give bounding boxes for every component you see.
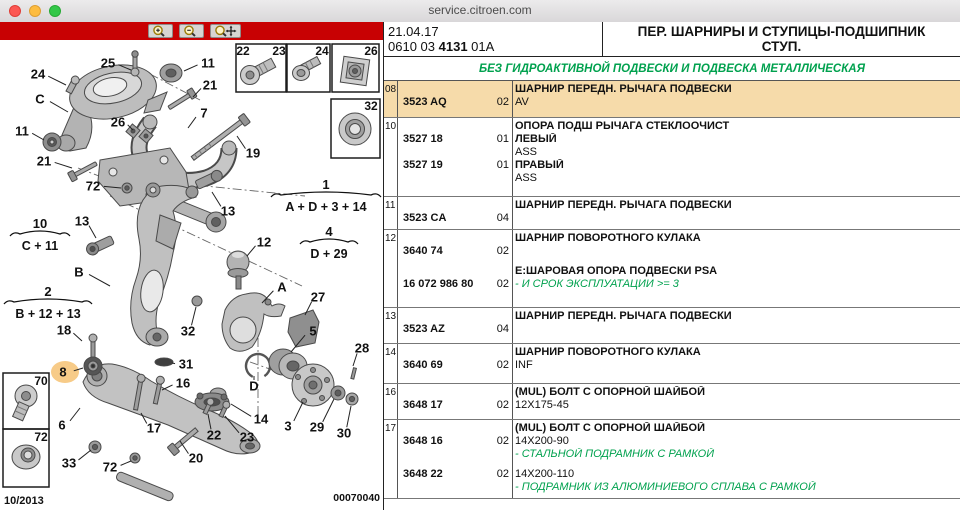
part-description: - И СРОК ЭКСПЛУАТАЦИИ >= 3 — [515, 278, 679, 290]
assembly-group-parts: B + 12 + 13 — [15, 307, 81, 321]
callout-label[interactable]: 72 — [85, 178, 101, 194]
callout-label[interactable]: 11 — [201, 55, 215, 71]
callout-label[interactable]: 30 — [336, 425, 352, 441]
doc-code: 0610 03 4131 01A — [388, 39, 495, 54]
ball-joint-part — [227, 251, 249, 289]
part-description — [512, 212, 960, 225]
callout-label[interactable]: 27 — [310, 289, 326, 305]
part-description: E:ШАРОВАЯ ОПОРА ПОДВЕСКИ PSA — [515, 265, 718, 277]
callout-label[interactable]: A — [277, 279, 287, 295]
assembly-group-number: 10 — [32, 216, 48, 231]
row-item-number: 12 — [385, 233, 397, 244]
callout-label[interactable]: 19 — [245, 145, 261, 161]
table-line — [384, 172, 960, 185]
callout-label[interactable]: 21 — [202, 77, 218, 93]
table-line — [384, 435, 960, 448]
callout-leader — [78, 450, 91, 460]
callout-label[interactable]: 11 — [15, 123, 29, 139]
table-header — [384, 22, 960, 57]
part-number[interactable]: 3523 CA — [403, 212, 447, 224]
callout-label[interactable]: 29 — [309, 419, 325, 435]
callout-label[interactable]: 21 — [36, 153, 52, 169]
part-quantity: 02 — [496, 399, 509, 411]
part-quantity: 01 — [496, 133, 509, 145]
part-description — [512, 245, 960, 258]
assembly-group-brace — [300, 239, 358, 244]
callout-label[interactable]: 13 — [74, 213, 90, 229]
callout-label[interactable]: 24 — [30, 66, 46, 82]
assembly-group-number: 2 — [44, 284, 52, 299]
callout-label[interactable]: 31 — [178, 356, 194, 372]
part-quantity: 02 — [496, 278, 509, 290]
part-number[interactable]: 3648 17 — [403, 399, 443, 411]
row-item-number: 16 — [385, 387, 397, 398]
part-description: 12X175-45 — [515, 399, 569, 411]
zoom-in-icon — [152, 25, 170, 37]
part-description: ШАРНИР ПОВОРОТНОГО КУЛАКА — [515, 346, 701, 358]
table-line — [384, 386, 960, 399]
part-number[interactable]: 16 072 986 80 — [403, 278, 474, 290]
part-quantity: 04 — [496, 323, 509, 335]
parts-table-pane — [383, 22, 960, 510]
callout-leader — [247, 246, 256, 256]
assembly-group-brace — [271, 192, 381, 197]
part-description — [512, 323, 960, 336]
part-quantity: 04 — [496, 212, 509, 224]
table-line — [384, 399, 960, 412]
part-number[interactable]: 3648 22 — [403, 468, 443, 480]
table-line — [384, 346, 960, 359]
callout-label[interactable]: 22 — [206, 427, 222, 443]
zoom-pan-icon — [214, 25, 238, 37]
parts-table-row[interactable] — [384, 81, 960, 118]
callout-leader — [70, 408, 80, 421]
part-quantity: 02 — [496, 359, 509, 371]
parts-table — [384, 81, 960, 499]
row-item-number: 10 — [385, 121, 397, 132]
assembly-group-parts: D + 29 — [310, 247, 348, 261]
callout-leader — [162, 385, 173, 390]
callout-leader — [48, 76, 66, 85]
part-description: ASS — [515, 146, 538, 158]
table-line — [384, 448, 960, 461]
part-number[interactable]: 3640 74 — [403, 245, 443, 257]
window-title: service.citroen.com — [428, 3, 532, 17]
assembly-group-brace — [4, 299, 92, 304]
callout-label[interactable]: 7 — [200, 105, 208, 121]
callout-label[interactable]: 33 — [61, 455, 77, 471]
part-number[interactable]: 3527 18 — [403, 133, 443, 145]
part-description: ЛЕВЫЙ — [515, 133, 557, 145]
part-quantity: 02 — [496, 435, 509, 447]
callout-label[interactable]: 5 — [309, 323, 317, 339]
zoom-in-button[interactable] — [148, 24, 173, 38]
callout-label[interactable]: 13 — [220, 203, 236, 219]
callout-label[interactable]: 3 — [284, 418, 292, 434]
part-description: ПРАВЫЙ — [515, 159, 564, 171]
callout-leader — [294, 402, 303, 421]
part-number[interactable]: 3527 19 — [403, 159, 443, 171]
assembly-group-parts: C + 11 — [21, 239, 59, 253]
parts-table-row[interactable] — [384, 118, 960, 197]
callout-label[interactable]: 23 — [239, 429, 255, 445]
drawing-number: 00070040 — [333, 492, 380, 504]
table-line — [384, 468, 960, 481]
parts-table-row[interactable] — [384, 344, 960, 384]
callout-leader — [237, 136, 245, 149]
part-quantity: 02 — [496, 96, 509, 108]
exploded-diagram — [0, 40, 383, 510]
assembly-group-number: 1 — [322, 177, 330, 192]
table-line — [384, 146, 960, 159]
doc-date: 21.04.17 — [388, 24, 439, 39]
variant-note: БЕЗ ГИДРОАКТИВНОЙ ПОДВЕСКИ И ПОДВЕСКА МЕТАЛЛИЧЕСКАЯ — [384, 57, 960, 81]
table-line — [384, 245, 960, 258]
parts-table-row[interactable] — [384, 308, 960, 344]
table-line — [384, 199, 960, 212]
parts-table-row[interactable] — [384, 230, 960, 308]
row-item-number: 08 — [385, 84, 397, 95]
part-number[interactable]: 3640 69 — [403, 359, 443, 371]
table-line — [384, 310, 960, 323]
inset-label: 22 — [236, 44, 250, 58]
part-quantity: 01 — [496, 159, 509, 171]
table-line — [384, 83, 960, 96]
table-line — [384, 96, 960, 109]
row-item-number: 11 — [385, 200, 396, 211]
part-description: AV — [515, 96, 529, 108]
callout-leader — [89, 274, 110, 286]
lower-arm-part — [83, 364, 260, 454]
assembly-group-number: 4 — [325, 224, 333, 239]
callout-label[interactable]: 26 — [110, 114, 126, 130]
part-description: ASS — [515, 172, 538, 184]
callout-leader — [89, 226, 96, 238]
callout-label[interactable]: 17 — [146, 420, 162, 436]
inset-label: 32 — [364, 99, 378, 113]
table-line — [384, 212, 960, 225]
assembly-group-parts: A + D + 3 + 14 — [285, 200, 367, 214]
part-description: ШАРНИР ПОВОРОТНОГО КУЛАКА — [515, 232, 701, 244]
zoom-out-icon — [183, 25, 201, 37]
part-description: ШАРНИР ПЕРЕДН. РЫЧАГА ПОДВЕСКИ — [515, 310, 732, 322]
callout-label[interactable]: 72 — [102, 459, 118, 475]
table-line — [384, 159, 960, 172]
steering-knuckle-part — [222, 293, 285, 351]
inset-label: 70 — [34, 374, 48, 388]
part-quantity: 02 — [496, 468, 509, 480]
table-line — [384, 359, 960, 372]
parts-table-row[interactable] — [384, 197, 960, 230]
inset-label: 23 — [272, 44, 286, 58]
diagram-pane — [0, 22, 383, 510]
callout-leader — [231, 404, 251, 416]
callout-leader — [212, 192, 221, 206]
callout-label[interactable]: 12 — [256, 234, 272, 250]
revision-date: 10/2013 — [4, 495, 44, 507]
part-quantity: 02 — [496, 245, 509, 257]
zoom-pan-button[interactable] — [210, 24, 241, 38]
callout-leader — [188, 117, 196, 128]
callout-label[interactable]: C — [35, 91, 45, 107]
callout-label[interactable]: 6 — [58, 417, 66, 433]
suspension-exploded-view — [0, 40, 383, 510]
table-line — [384, 422, 960, 435]
part-description: - ПОДРАМНИК ИЗ АЛЮМИНИЕВОГО СПЛАВА С РАМКОЙ — [515, 481, 816, 493]
part-description: 14X200-90 — [515, 435, 569, 447]
table-line — [384, 265, 960, 278]
zoom-out-button[interactable] — [179, 24, 204, 38]
callout-label[interactable]: 8 — [59, 364, 67, 380]
callout-leader — [184, 65, 198, 71]
titlebar — [0, 0, 960, 23]
hub-part — [292, 364, 334, 406]
table-line — [384, 133, 960, 146]
callout-leader — [55, 162, 72, 168]
part-number[interactable]: 3523 AZ — [403, 323, 445, 335]
part-description: ШАРНИР ПЕРЕДН. РЫЧАГА ПОДВЕСКИ — [515, 83, 732, 95]
table-line — [384, 278, 960, 291]
callout-label[interactable]: B — [74, 264, 84, 280]
callout-label[interactable]: 32 — [180, 323, 196, 339]
row-item-number: 14 — [385, 347, 397, 358]
diagram-toolbar — [0, 22, 383, 40]
parts-table-row[interactable] — [384, 420, 960, 499]
page-title: ПЕР. ШАРНИРЫ И СТУПИЦЫ-ПОДШИПНИК СТУП. — [602, 22, 960, 56]
part-description: - СТАЛЬНОЙ ПОДРАМНИК С РАМКОЙ — [515, 448, 715, 460]
inset-label: 24 — [315, 44, 329, 58]
part-description: ШАРНИР ПЕРЕДН. РЫЧАГА ПОДВЕСКИ — [515, 199, 732, 211]
callout-leader — [121, 461, 131, 465]
parts-table-row[interactable] — [384, 384, 960, 420]
inset-label: 26 — [364, 44, 378, 58]
callout-label[interactable]: 20 — [188, 450, 204, 466]
callout-leader — [50, 102, 68, 112]
part-description: INF — [515, 359, 533, 371]
assembly-group-brace — [10, 231, 70, 236]
table-line — [384, 323, 960, 336]
row-item-number: 17 — [385, 423, 397, 434]
part-description: (MUL) БОЛТ С ОПОРНОЙ ШАЙБОЙ — [515, 386, 705, 398]
callout-label[interactable]: 16 — [175, 375, 191, 391]
part-description: (MUL) БОЛТ С ОПОРНОЙ ШАЙБОЙ — [515, 422, 705, 434]
callout-label[interactable]: 28 — [354, 340, 370, 356]
callout-leader — [172, 363, 175, 364]
callout-label[interactable]: 18 — [56, 322, 72, 338]
row-item-number: 13 — [385, 311, 397, 322]
callout-label[interactable]: 25 — [100, 55, 116, 71]
callout-leader — [73, 333, 82, 341]
part-number[interactable]: 3523 AQ — [403, 96, 447, 108]
callout-label[interactable]: 14 — [253, 411, 269, 427]
part-number[interactable]: 3648 16 — [403, 435, 443, 447]
inset-label: 72 — [34, 430, 48, 444]
callout-leader — [347, 406, 351, 427]
callout-label[interactable]: D — [249, 378, 259, 394]
table-line — [384, 481, 960, 494]
part-description: 14X200-110 — [515, 468, 575, 480]
doc-info — [384, 22, 602, 56]
table-line — [384, 120, 960, 133]
callout-leader — [32, 133, 44, 140]
part-description: ОПОРА ПОДШ РЫЧАГА СТЕКЛООЧИСТ — [515, 120, 730, 132]
table-line — [384, 232, 960, 245]
